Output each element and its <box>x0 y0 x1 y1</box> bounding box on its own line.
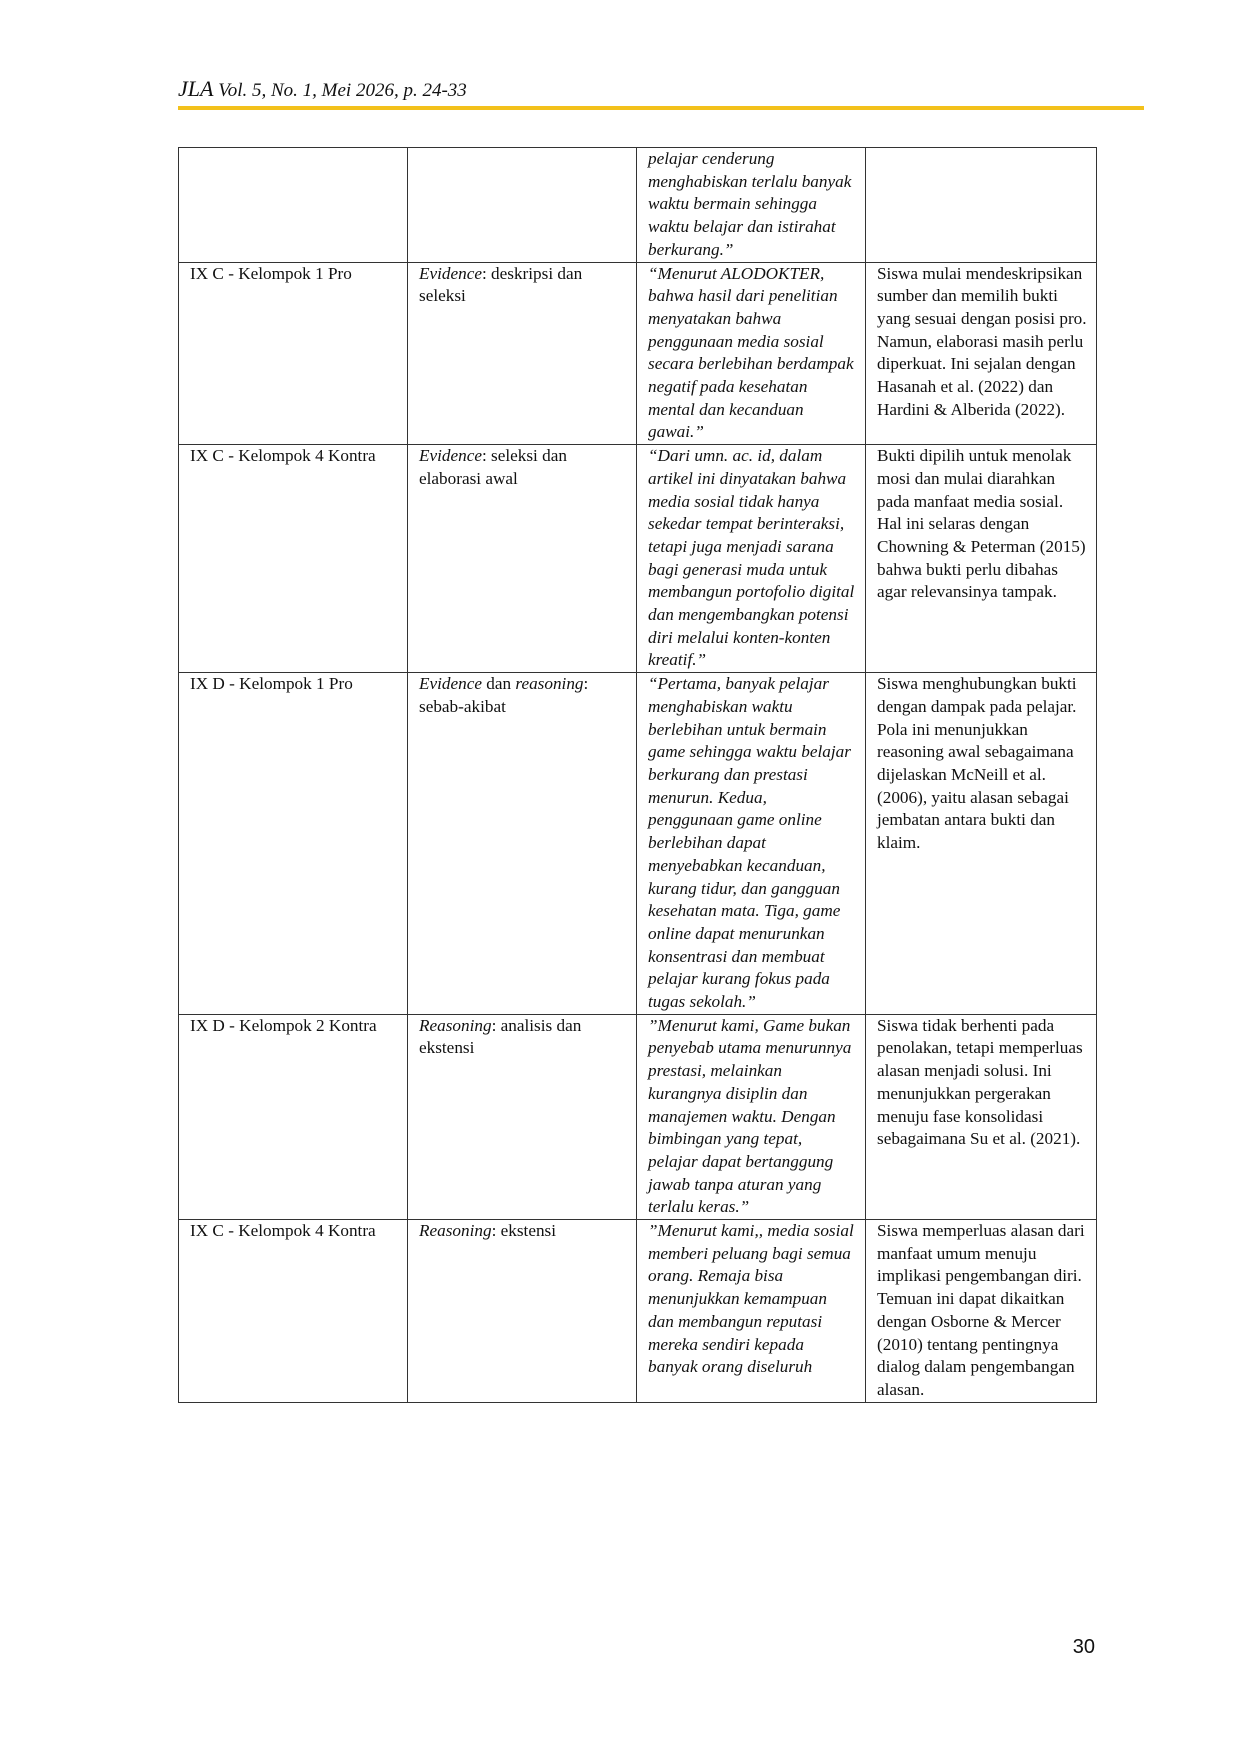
journal-header <box>178 76 467 102</box>
table-row <box>179 1014 1097 1219</box>
quote-cell: ”Menurut kami,, media sosial memberi peluang bagi semua orang. Remaja bisa menunjukkan kemampuan dan membangun reputasi mereka sendiri kepada banyak orang diseluruh <box>637 1220 866 1403</box>
analysis-cell: Siswa tidak berhenti pada penolakan, tetapi memperluas alasan menjadi solusi. Ini menunjukkan pergerakan menuju fase konsolidasi sebagaimana Su et al. (2021). <box>866 1014 1097 1219</box>
aspect-description: : sebab-akibat <box>419 674 589 716</box>
aspect-cell <box>408 1220 637 1403</box>
aspect-cell <box>408 262 637 445</box>
aspect-description: : deskripsi dan seleksi <box>419 263 583 306</box>
analysis-cell <box>866 148 1097 263</box>
quote-cell: “Menurut ALODOKTER, bahwa hasil dari penelitian menyatakan bahwa penggunaan media sosial secara berlebihan berdampak negatif pada kesehatan mental dan kecanduan gawai.” <box>637 262 866 445</box>
aspect-connector: dan <box>481 674 516 694</box>
table-row <box>179 262 1097 445</box>
aspect-cell <box>408 148 637 263</box>
quote-cell: pelajar cenderung menghabiskan terlalu banyak waktu bermain sehingga waktu belajar dan istirahat berkurang.” <box>637 148 866 263</box>
group-cell: IX D - Kelompok 1 Pro <box>179 673 408 1015</box>
aspect-term: Reasoning <box>419 1015 492 1035</box>
quote-cell: ”Menurut kami, Game bukan penyebab utama menurunnya prestasi, melainkan kurangnya disiplin dan manajemen waktu. Dengan bimbingan yang tepat, pelajar dapat bertanggung jawab tanpa aturan yang terlalu keras.” <box>637 1014 866 1219</box>
aspect-term-2: reasoning <box>515 674 584 694</box>
journal-abbrev: JLA <box>178 76 214 101</box>
analysis-cell: Bukti dipilih untuk menolak mosi dan mulai diarahkan pada manfaat media sosial. Hal ini selaras dengan Chowning & Peterman (2015) bahwa bukti perlu dibahas agar relevansinya tampak. <box>866 445 1097 673</box>
table-row <box>179 1220 1097 1403</box>
aspect-term: Evidence <box>419 263 482 283</box>
analysis-cell: Siswa mulai mendeskripsikan sumber dan memilih bukti yang sesuai dengan posisi pro. Namun, elaborasi masih perlu diperkuat. Ini sejalan dengan Hasanah et al. (2022) dan Hardini & Alberida (2022). <box>866 262 1097 445</box>
page-number: 30 <box>1072 1636 1095 1658</box>
aspect-term: Evidence <box>419 674 482 694</box>
table-row <box>179 445 1097 673</box>
journal-details: Vol. 5, No. 1, Mei 2026, p. 24-33 <box>213 80 467 101</box>
aspect-cell <box>408 1014 637 1219</box>
aspect-description: : ekstensi <box>491 1221 557 1241</box>
group-cell <box>179 148 408 263</box>
analysis-cell: Siswa memperluas alasan dari manfaat umum menuju implikasi pengembangan diri. Temuan ini dapat dikaitkan dengan Osborne & Mercer (2010) tentang pentingnya dialog dalam pengembangan alasan. <box>866 1220 1097 1403</box>
aspect-term: Reasoning <box>419 1221 492 1241</box>
aspect-term: Evidence <box>419 446 482 466</box>
aspect-cell <box>408 445 637 673</box>
aspect-cell <box>408 673 637 1015</box>
table-row <box>179 673 1097 1015</box>
header-rule <box>178 106 1144 110</box>
group-cell: IX C - Kelompok 1 Pro <box>179 262 408 445</box>
aspect-description: : analisis dan ekstensi <box>419 1015 582 1058</box>
quote-cell: “Dari umn. ac. id, dalam artikel ini dinyatakan bahwa media sosial tidak hanya sekedar tempat berinteraksi, tetapi juga menjadi sarana bagi generasi muda untuk membangun portofolio digital dan mengembangkan potensi diri melalui konten-konten kreatif.” <box>637 445 866 673</box>
table-row <box>179 148 1097 263</box>
analysis-table <box>178 147 1097 1403</box>
quote-cell: “Pertama, banyak pelajar menghabiskan waktu berlebihan untuk bermain game sehingga waktu belajar berkurang dan prestasi menurun. Kedua, penggunaan game online berlebihan dapat menyebabkan kecanduan, kurang tidur, dan gangguan kesehatan mata. Tiga, game online dapat menurunkan konsentrasi dan membuat pelajar kurang fokus pada tugas sekolah.” <box>637 673 866 1015</box>
analysis-cell: Siswa menghubungkan bukti dengan dampak pada pelajar. Pola ini menunjukkan reasoning awal sebagaimana dijelaskan McNeill et al. (2006), yaitu alasan sebagai jembatan antara bukti dan klaim. <box>866 673 1097 1015</box>
group-cell: IX D - Kelompok 2 Kontra <box>179 1014 408 1219</box>
group-cell: IX C - Kelompok 4 Kontra <box>179 1220 408 1403</box>
aspect-description: : seleksi dan elaborasi awal <box>419 446 567 488</box>
group-cell: IX C - Kelompok 4 Kontra <box>179 445 408 673</box>
